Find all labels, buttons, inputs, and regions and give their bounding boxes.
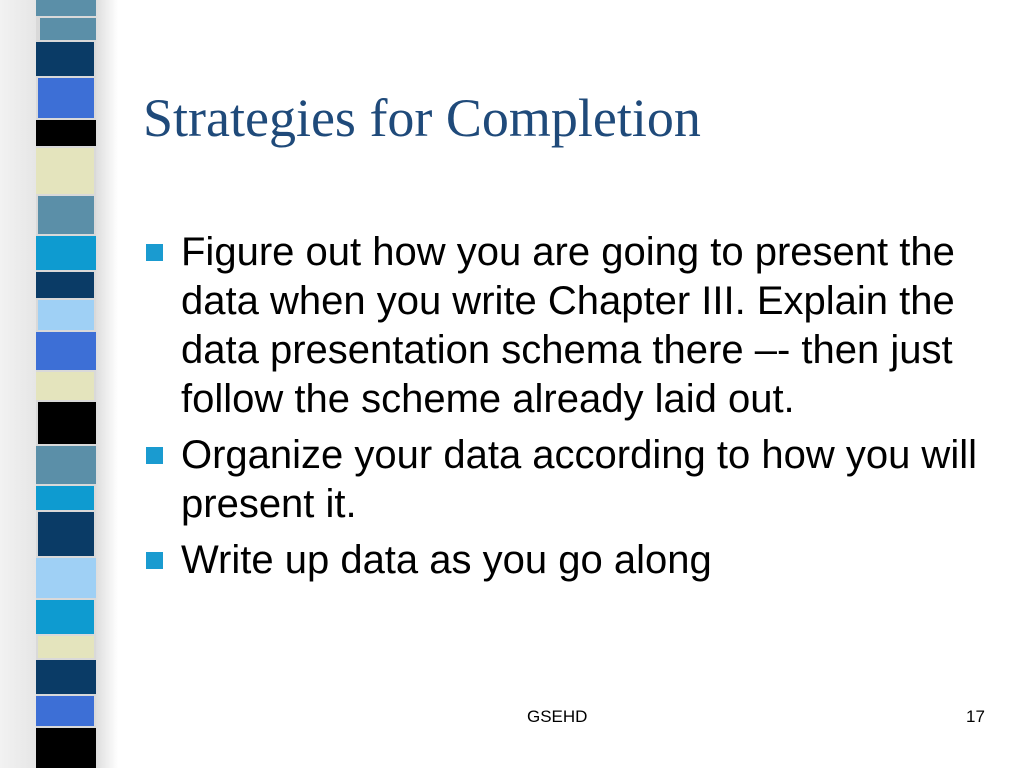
decorative-stripe <box>36 696 94 726</box>
decorative-stripe <box>38 402 96 444</box>
decorative-stripe <box>36 486 94 510</box>
decorative-stripe <box>36 120 96 146</box>
square-bullet-icon <box>146 244 163 261</box>
bullet-text: Figure out how you are going to present the data when you write Chapter III. Explain the data presentation schema there –- then just follow the scheme already laid out. <box>181 230 955 421</box>
bullet-list <box>143 228 1003 592</box>
page-number: 17 <box>966 707 985 726</box>
bullet-item-2 <box>143 431 1003 529</box>
footer-label: GSEHD <box>527 707 588 726</box>
decorative-stripe <box>38 300 94 330</box>
decorative-stripe <box>36 660 96 694</box>
decorative-stripe <box>36 0 96 16</box>
decorative-stripe <box>36 332 96 370</box>
decorative-stripe <box>38 196 94 234</box>
decorative-stripe <box>36 272 94 298</box>
decorative-stripe <box>38 78 94 118</box>
square-bullet-icon <box>146 447 163 464</box>
slide-title: Strategies for Completion <box>143 88 701 148</box>
decorative-stripe <box>38 636 94 658</box>
decorative-stripe <box>38 512 94 556</box>
decorative-stripe <box>36 148 94 194</box>
decorative-stripe-band <box>36 0 96 768</box>
decorative-stripe <box>36 600 94 634</box>
decorative-stripe <box>36 42 94 76</box>
decorative-stripe <box>36 728 96 768</box>
bullet-item-3 <box>143 536 1003 585</box>
decorative-stripe <box>36 558 96 598</box>
bullet-text: Organize your data according to how you will present it. <box>181 433 977 526</box>
decorative-stripe <box>36 236 96 270</box>
decorative-stripe <box>36 446 96 484</box>
bullet-text: Write up data as you go along <box>181 538 712 582</box>
bullet-item-1 <box>143 228 1003 424</box>
decorative-stripe <box>40 18 96 40</box>
decorative-stripe <box>36 372 94 400</box>
square-bullet-icon <box>146 552 163 569</box>
